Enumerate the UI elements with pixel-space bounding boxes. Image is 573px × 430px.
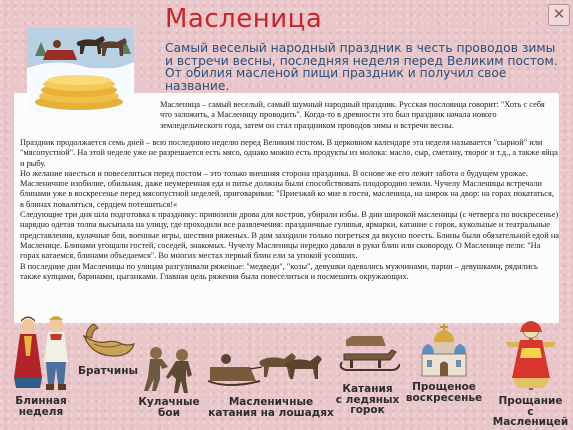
paragraph: Следующие три дня шла подготовка к празднику: привозили дрова для костров, убирали избы. В дни широкой масленицы (с четверга по воскресенье) нарядно одетая толпа высыпала на улицу, где проходили все развлечения: праздничные гулянья, ярмарки, катание с горок, кукольные и театральные представления, кулачные бои, военные игры, шествия ряженых. В дом заходили только погреться да вкусно поесть. Блины были обязательной едой на Масленице. Блинами угощали гостей, соседей, знакомых. Чучелу Масленицы нередко давали в руки блин или сковороду. О Масленице пели: "На горах катаемся, блинами объедаемся". Во многих местах первый блин ели за упокой усопших.	[20, 210, 560, 261]
nav-item-fist-fights[interactable]	[134, 345, 204, 430]
sled-icon	[338, 330, 400, 380]
church-icon	[418, 322, 470, 378]
close-button[interactable]: ✕	[548, 4, 570, 26]
nav-item-bratchiny[interactable]	[78, 322, 138, 382]
intro-text: Масленица – самый веселый, самый шумный народный праздник. Русская пословица говорит: "Хоть с себя что заложить, а Масленицу проводить". Когда-то в древности это был праздник начала нового земледельческого года, затем он стал праздником проводов зимы и встречи весны.	[160, 100, 545, 130]
nav-item-ice-slides[interactable]	[330, 330, 405, 430]
ladle-icon	[80, 322, 136, 362]
nav-label: Кулачные бои	[138, 396, 200, 419]
paragraph: Праздник продолжается семь дней – всю последнюю неделю перед Великим постом. В церковном календаре эта неделя называется "сырной" или "мясопустной". На этой неделе уже не разрешается есть мясо, однако можно есть продукты из молока: масло, сыр, сметану, творог и т.д., а также яйца и рыбу.	[20, 138, 558, 168]
troika-sleigh-icon	[206, 345, 336, 395]
paragraph: В последние дни Масленицы по улицам разгуливали ряженые: "медведи", "козы", девушки одевались мужчинами, парни – девушками, рядились также купцами, баринами, цыганками. Главная цель ряжения была повеселиться и посмешить окружающих.	[20, 261, 538, 281]
nav-item-farewell-maslenitsa[interactable]	[488, 318, 573, 430]
fighters-icon	[140, 345, 200, 395]
page-subtitle: Самый веселый народный праздник в честь проводов зимы и встречи весны, последняя неделя перед Великим постом. От обилия масленой пищи праздник и получил свое название.	[165, 41, 558, 93]
body-text	[20, 138, 560, 282]
nav-item-pancake-week[interactable]	[0, 312, 82, 430]
nav-item-forgiveness-sunday[interactable]	[400, 322, 488, 430]
nav-label: Катания с ледяных горок	[335, 383, 400, 416]
couple-icon	[8, 312, 78, 394]
nav-label: Прощеное воскресенье	[405, 381, 483, 404]
nav-label: Масленичные катания на лошадях	[208, 396, 334, 419]
straw-effigy-icon	[502, 318, 560, 390]
page-title: Масленица	[165, 4, 323, 34]
troika-pancakes-illustration	[27, 28, 134, 112]
nav-label: Братчины	[78, 365, 139, 377]
nav-item-horse-rides[interactable]	[196, 345, 346, 430]
paragraph: Но желание наесться и повеселиться перед постом – это только внешняя сторона праздника. В основе же его лежит забота о будущем урожае. Масленичное изобилие, обильная, даже неумеренная еда и питье должны были способствовать плодородию земли. Чучелу Масленицы встречали блинами уже в воскресенье перед мясопустной неделей, приговаривая: "Приезжай ко мне в гости, масленица, на широк на двор: на горах покататься, в блинах поваляться, сердцем потешиться!«	[20, 168, 554, 209]
nav-label: Прощание с Масленицей	[492, 395, 569, 428]
nav-label: Блинная неделя	[15, 395, 67, 418]
